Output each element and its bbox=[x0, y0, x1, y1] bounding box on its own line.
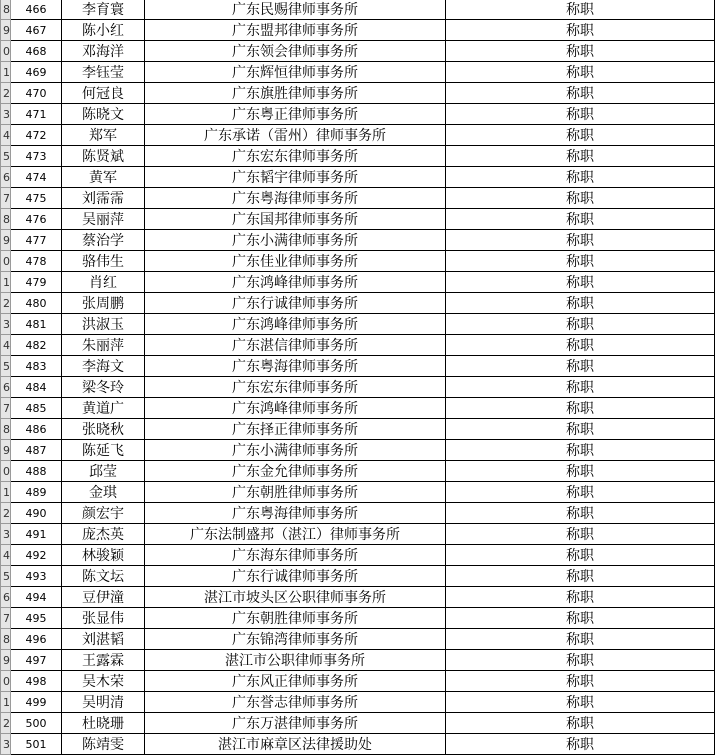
row-header-cell[interactable]: 5 bbox=[1, 146, 11, 167]
lawyer-name-cell[interactable]: 陈延飞 bbox=[62, 440, 145, 461]
serial-number-cell[interactable]: 499 bbox=[11, 692, 62, 713]
assessment-result-cell[interactable]: 称职 bbox=[446, 83, 715, 104]
lawyer-name-cell[interactable]: 陈文坛 bbox=[62, 566, 145, 587]
lawyer-name-cell[interactable]: 颜宏宇 bbox=[62, 503, 145, 524]
law-firm-cell[interactable]: 广东鸿峰律师事务所 bbox=[145, 272, 446, 293]
table-row bbox=[1, 356, 715, 377]
law-firm-cell[interactable]: 广东粤海律师事务所 bbox=[145, 188, 446, 209]
law-firm-cell[interactable]: 湛江市坡头区公职律师事务所 bbox=[145, 587, 446, 608]
table-row bbox=[1, 461, 715, 482]
row-header-cell[interactable]: 4 bbox=[1, 125, 11, 146]
law-firm-cell[interactable]: 广东佳业律师事务所 bbox=[145, 251, 446, 272]
assessment-result-cell[interactable]: 称职 bbox=[446, 650, 715, 671]
row-header-cell[interactable]: 5 bbox=[1, 566, 11, 587]
lawyer-name-cell[interactable]: 陈晓文 bbox=[62, 104, 145, 125]
assessment-result-cell[interactable]: 称职 bbox=[446, 230, 715, 251]
lawyer-name-cell[interactable]: 庞杰英 bbox=[62, 524, 145, 545]
serial-number-cell[interactable]: 493 bbox=[11, 566, 62, 587]
lawyer-name-cell[interactable]: 蔡治学 bbox=[62, 230, 145, 251]
law-firm-cell[interactable]: 广东小满律师事务所 bbox=[145, 440, 446, 461]
serial-number-cell[interactable]: 490 bbox=[11, 503, 62, 524]
law-firm-cell[interactable]: 广东粤正律师事务所 bbox=[145, 104, 446, 125]
row-header-cell[interactable]: 4 bbox=[1, 545, 11, 566]
law-firm-cell[interactable]: 广东领会律师事务所 bbox=[145, 41, 446, 62]
lawyer-name-cell[interactable]: 张显伟 bbox=[62, 608, 145, 629]
table-row bbox=[1, 0, 715, 20]
serial-number-cell[interactable]: 473 bbox=[11, 146, 62, 167]
assessment-result-cell[interactable]: 称职 bbox=[446, 293, 715, 314]
law-firm-cell[interactable]: 广东宏东律师事务所 bbox=[145, 146, 446, 167]
assessment-result-cell[interactable]: 称职 bbox=[446, 545, 715, 566]
assessment-result-cell[interactable]: 称职 bbox=[446, 335, 715, 356]
assessment-result-cell[interactable]: 称职 bbox=[446, 188, 715, 209]
law-firm-cell[interactable]: 湛江市麻章区法律援助处 bbox=[145, 734, 446, 755]
law-firm-cell[interactable]: 广东盟邦律师事务所 bbox=[145, 20, 446, 41]
serial-number-cell[interactable]: 487 bbox=[11, 440, 62, 461]
table-row bbox=[1, 62, 715, 83]
serial-number-cell[interactable]: 467 bbox=[11, 20, 62, 41]
lawyer-name-cell[interactable]: 邱莹 bbox=[62, 461, 145, 482]
table-row bbox=[1, 272, 715, 293]
assessment-result-cell[interactable]: 称职 bbox=[446, 482, 715, 503]
lawyer-name-cell[interactable]: 何冠良 bbox=[62, 83, 145, 104]
law-firm-cell[interactable]: 广东海东律师事务所 bbox=[145, 545, 446, 566]
law-firm-cell[interactable]: 广东朝胜律师事务所 bbox=[145, 608, 446, 629]
table-row bbox=[1, 146, 715, 167]
table-row bbox=[1, 545, 715, 566]
assessment-result-cell[interactable]: 称职 bbox=[446, 398, 715, 419]
law-firm-cell[interactable]: 广东行诚律师事务所 bbox=[145, 566, 446, 587]
table-row bbox=[1, 125, 715, 146]
serial-number-cell[interactable]: 495 bbox=[11, 608, 62, 629]
law-firm-cell[interactable]: 广东鸿峰律师事务所 bbox=[145, 398, 446, 419]
lawyer-name-cell[interactable]: 李育寰 bbox=[62, 0, 145, 20]
assessment-result-cell[interactable]: 称职 bbox=[446, 377, 715, 398]
assessment-result-cell[interactable]: 称职 bbox=[446, 104, 715, 125]
law-firm-cell[interactable]: 广东粤海律师事务所 bbox=[145, 503, 446, 524]
lawyer-name-cell[interactable]: 张晓秋 bbox=[62, 419, 145, 440]
serial-number-cell[interactable]: 491 bbox=[11, 524, 62, 545]
row-header-cell[interactable]: 2 bbox=[1, 503, 11, 524]
assessment-result-cell[interactable]: 称职 bbox=[446, 608, 715, 629]
row-header-cell[interactable]: 2 bbox=[1, 83, 11, 104]
table-row bbox=[1, 482, 715, 503]
table-row bbox=[1, 587, 715, 608]
table-row bbox=[1, 41, 715, 62]
table-row bbox=[1, 692, 715, 713]
assessment-result-cell[interactable]: 称职 bbox=[446, 503, 715, 524]
assessment-result-cell[interactable]: 称职 bbox=[446, 671, 715, 692]
law-firm-cell[interactable]: 广东行诚律师事务所 bbox=[145, 293, 446, 314]
assessment-result-cell[interactable]: 称职 bbox=[446, 167, 715, 188]
table-row bbox=[1, 167, 715, 188]
table-row bbox=[1, 335, 715, 356]
law-firm-cell[interactable]: 广东承诺（雷州）律师事务所 bbox=[145, 125, 446, 146]
lawyer-name-cell[interactable]: 吴明清 bbox=[62, 692, 145, 713]
law-firm-cell[interactable]: 湛江市公职律师事务所 bbox=[145, 650, 446, 671]
assessment-result-cell[interactable]: 称职 bbox=[446, 356, 715, 377]
table-row bbox=[1, 230, 715, 251]
law-firm-cell[interactable]: 广东湛信律师事务所 bbox=[145, 335, 446, 356]
lawyer-name-cell[interactable]: 王露霖 bbox=[62, 650, 145, 671]
row-header-cell[interactable]: 8 bbox=[1, 209, 11, 230]
serial-number-cell[interactable]: 474 bbox=[11, 167, 62, 188]
serial-number-cell[interactable]: 500 bbox=[11, 713, 62, 734]
lawyer-name-cell[interactable]: 郑军 bbox=[62, 125, 145, 146]
table-row bbox=[1, 398, 715, 419]
table-row bbox=[1, 671, 715, 692]
law-firm-cell[interactable]: 广东风正律师事务所 bbox=[145, 671, 446, 692]
assessment-result-cell[interactable]: 称职 bbox=[446, 0, 715, 20]
row-header-cell[interactable]: 8 bbox=[1, 0, 11, 20]
law-firm-cell[interactable]: 广东择正律师事务所 bbox=[145, 419, 446, 440]
table-row bbox=[1, 734, 715, 755]
lawyer-name-cell[interactable]: 黄道广 bbox=[62, 398, 145, 419]
lawyer-name-cell[interactable]: 陈小红 bbox=[62, 20, 145, 41]
lawyer-name-cell[interactable]: 杜晓珊 bbox=[62, 713, 145, 734]
table-row bbox=[1, 503, 715, 524]
lawyer-name-cell[interactable]: 陈贤斌 bbox=[62, 146, 145, 167]
row-header-cell[interactable]: 7 bbox=[1, 398, 11, 419]
serial-number-cell[interactable]: 472 bbox=[11, 125, 62, 146]
law-firm-cell[interactable]: 广东鸿峰律师事务所 bbox=[145, 314, 446, 335]
law-firm-cell[interactable]: 广东小满律师事务所 bbox=[145, 230, 446, 251]
lawyer-name-cell[interactable]: 刘湛韬 bbox=[62, 629, 145, 650]
serial-number-cell[interactable]: 468 bbox=[11, 41, 62, 62]
serial-number-cell[interactable]: 485 bbox=[11, 398, 62, 419]
row-header-cell[interactable]: 4 bbox=[1, 335, 11, 356]
serial-number-cell[interactable]: 498 bbox=[11, 671, 62, 692]
lawyer-name-cell[interactable]: 张周鹏 bbox=[62, 293, 145, 314]
serial-number-cell[interactable]: 477 bbox=[11, 230, 62, 251]
serial-number-cell[interactable]: 496 bbox=[11, 629, 62, 650]
assessment-result-cell[interactable]: 称职 bbox=[446, 629, 715, 650]
row-header-cell[interactable]: 7 bbox=[1, 608, 11, 629]
table-row bbox=[1, 104, 715, 125]
assessment-result-cell[interactable]: 称职 bbox=[446, 440, 715, 461]
serial-number-cell[interactable]: 492 bbox=[11, 545, 62, 566]
assessment-result-cell[interactable]: 称职 bbox=[446, 461, 715, 482]
serial-number-cell[interactable]: 481 bbox=[11, 314, 62, 335]
assessment-result-cell[interactable]: 称职 bbox=[446, 314, 715, 335]
law-firm-cell[interactable]: 广东万湛律师事务所 bbox=[145, 713, 446, 734]
table-row bbox=[1, 83, 715, 104]
table-row bbox=[1, 293, 715, 314]
serial-number-cell[interactable]: 470 bbox=[11, 83, 62, 104]
assessment-result-cell[interactable]: 称职 bbox=[446, 125, 715, 146]
assessment-result-cell[interactable]: 称职 bbox=[446, 146, 715, 167]
row-header-cell[interactable]: 3 bbox=[1, 524, 11, 545]
serial-number-cell[interactable]: 497 bbox=[11, 650, 62, 671]
row-header-cell[interactable]: 6 bbox=[1, 587, 11, 608]
row-header-cell[interactable]: 6 bbox=[1, 377, 11, 398]
row-header-cell[interactable]: 2 bbox=[1, 713, 11, 734]
assessment-result-cell[interactable]: 称职 bbox=[446, 734, 715, 755]
serial-number-cell[interactable]: 480 bbox=[11, 293, 62, 314]
row-header-cell[interactable]: 0 bbox=[1, 461, 11, 482]
table-body bbox=[1, 0, 715, 755]
table-row bbox=[1, 251, 715, 272]
assessment-result-cell[interactable]: 称职 bbox=[446, 419, 715, 440]
serial-number-cell[interactable]: 489 bbox=[11, 482, 62, 503]
row-header-cell[interactable]: 1 bbox=[1, 482, 11, 503]
law-firm-cell[interactable]: 广东锦湾律师事务所 bbox=[145, 629, 446, 650]
row-header-cell[interactable]: 0 bbox=[1, 671, 11, 692]
row-header-cell[interactable]: 8 bbox=[1, 419, 11, 440]
lawyer-name-cell[interactable]: 李海文 bbox=[62, 356, 145, 377]
lawyer-name-cell[interactable]: 吴木荣 bbox=[62, 671, 145, 692]
row-header-cell[interactable]: 3 bbox=[1, 314, 11, 335]
lawyer-name-cell[interactable]: 邓海洋 bbox=[62, 41, 145, 62]
assessment-result-cell[interactable]: 称职 bbox=[446, 41, 715, 62]
lawyer-name-cell[interactable]: 骆伟生 bbox=[62, 251, 145, 272]
table-row bbox=[1, 188, 715, 209]
serial-number-cell[interactable]: 475 bbox=[11, 188, 62, 209]
law-firm-cell[interactable]: 广东宏东律师事务所 bbox=[145, 377, 446, 398]
table-row bbox=[1, 566, 715, 587]
assessment-result-cell[interactable]: 称职 bbox=[446, 524, 715, 545]
table-row bbox=[1, 20, 715, 41]
serial-number-cell[interactable]: 466 bbox=[11, 0, 62, 20]
row-header-cell[interactable]: 9 bbox=[1, 650, 11, 671]
assessment-result-cell[interactable]: 称职 bbox=[446, 251, 715, 272]
law-firm-cell[interactable]: 广东旗胜律师事务所 bbox=[145, 83, 446, 104]
table-row bbox=[1, 650, 715, 671]
lawyer-name-cell[interactable]: 李钰莹 bbox=[62, 62, 145, 83]
law-firm-cell[interactable]: 广东朝胜律师事务所 bbox=[145, 482, 446, 503]
assessment-result-cell[interactable]: 称职 bbox=[446, 692, 715, 713]
lawyer-name-cell[interactable]: 洪淑玉 bbox=[62, 314, 145, 335]
serial-number-cell[interactable]: 488 bbox=[11, 461, 62, 482]
row-header-cell[interactable]: 6 bbox=[1, 167, 11, 188]
assessment-result-cell[interactable]: 称职 bbox=[446, 272, 715, 293]
assessment-result-cell[interactable]: 称职 bbox=[446, 209, 715, 230]
row-header-cell[interactable]: 0 bbox=[1, 41, 11, 62]
lawyer-name-cell[interactable]: 刘霈霈 bbox=[62, 188, 145, 209]
lawyer-name-cell[interactable]: 金琪 bbox=[62, 482, 145, 503]
table-row bbox=[1, 209, 715, 230]
lawyer-name-cell[interactable]: 吴丽萍 bbox=[62, 209, 145, 230]
lawyer-name-cell[interactable]: 陈靖雯 bbox=[62, 734, 145, 755]
row-header-cell[interactable]: 9 bbox=[1, 440, 11, 461]
serial-number-cell[interactable]: 482 bbox=[11, 335, 62, 356]
table-row bbox=[1, 524, 715, 545]
row-header-cell[interactable]: 9 bbox=[1, 20, 11, 41]
lawyer-name-cell[interactable]: 朱丽萍 bbox=[62, 335, 145, 356]
law-firm-cell[interactable]: 广东辉恒律师事务所 bbox=[145, 62, 446, 83]
row-header-cell[interactable]: 5 bbox=[1, 356, 11, 377]
law-firm-cell[interactable]: 广东金允律师事务所 bbox=[145, 461, 446, 482]
serial-number-cell[interactable]: 469 bbox=[11, 62, 62, 83]
law-firm-cell[interactable]: 广东誉志律师事务所 bbox=[145, 692, 446, 713]
table-row bbox=[1, 377, 715, 398]
row-header-cell[interactable]: 1 bbox=[1, 272, 11, 293]
lawyer-name-cell[interactable]: 肖红 bbox=[62, 272, 145, 293]
lawyer-name-cell[interactable]: 林骏颖 bbox=[62, 545, 145, 566]
law-firm-cell[interactable]: 广东韬宇律师事务所 bbox=[145, 167, 446, 188]
table-row bbox=[1, 629, 715, 650]
row-header-cell[interactable]: 1 bbox=[1, 62, 11, 83]
serial-number-cell[interactable]: 494 bbox=[11, 587, 62, 608]
row-header-cell[interactable]: 0 bbox=[1, 251, 11, 272]
assessment-result-cell[interactable]: 称职 bbox=[446, 713, 715, 734]
table-row bbox=[1, 440, 715, 461]
assessment-result-cell[interactable]: 称职 bbox=[446, 566, 715, 587]
table-row bbox=[1, 608, 715, 629]
row-header-cell[interactable]: 8 bbox=[1, 629, 11, 650]
law-firm-cell[interactable]: 广东民赐律师事务所 bbox=[145, 0, 446, 20]
serial-number-cell[interactable]: 484 bbox=[11, 377, 62, 398]
serial-number-cell[interactable]: 486 bbox=[11, 419, 62, 440]
lawyer-name-cell[interactable]: 豆伊潼 bbox=[62, 587, 145, 608]
serial-number-cell[interactable]: 483 bbox=[11, 356, 62, 377]
assessment-result-cell[interactable]: 称职 bbox=[446, 62, 715, 83]
table-row bbox=[1, 314, 715, 335]
row-header-cell[interactable]: 3 bbox=[1, 734, 11, 755]
assessment-result-cell[interactable]: 称职 bbox=[446, 587, 715, 608]
serial-number-cell[interactable]: 478 bbox=[11, 251, 62, 272]
law-firm-cell[interactable]: 广东国邦律师事务所 bbox=[145, 209, 446, 230]
law-firm-cell[interactable]: 广东粤海律师事务所 bbox=[145, 356, 446, 377]
row-header-cell[interactable]: 1 bbox=[1, 692, 11, 713]
law-firm-cell[interactable]: 广东法制盛邦（湛江）律师事务所 bbox=[145, 524, 446, 545]
serial-number-cell[interactable]: 471 bbox=[11, 104, 62, 125]
table-row bbox=[1, 713, 715, 734]
row-header-cell[interactable]: 9 bbox=[1, 230, 11, 251]
row-header-cell[interactable]: 7 bbox=[1, 188, 11, 209]
serial-number-cell[interactable]: 476 bbox=[11, 209, 62, 230]
serial-number-cell[interactable]: 479 bbox=[11, 272, 62, 293]
table-row bbox=[1, 419, 715, 440]
lawyer-name-cell[interactable]: 黄军 bbox=[62, 167, 145, 188]
lawyer-name-cell[interactable]: 梁冬玲 bbox=[62, 377, 145, 398]
assessment-result-cell[interactable]: 称职 bbox=[446, 20, 715, 41]
row-header-cell[interactable]: 3 bbox=[1, 104, 11, 125]
serial-number-cell[interactable]: 501 bbox=[11, 734, 62, 755]
row-header-cell[interactable]: 2 bbox=[1, 293, 11, 314]
